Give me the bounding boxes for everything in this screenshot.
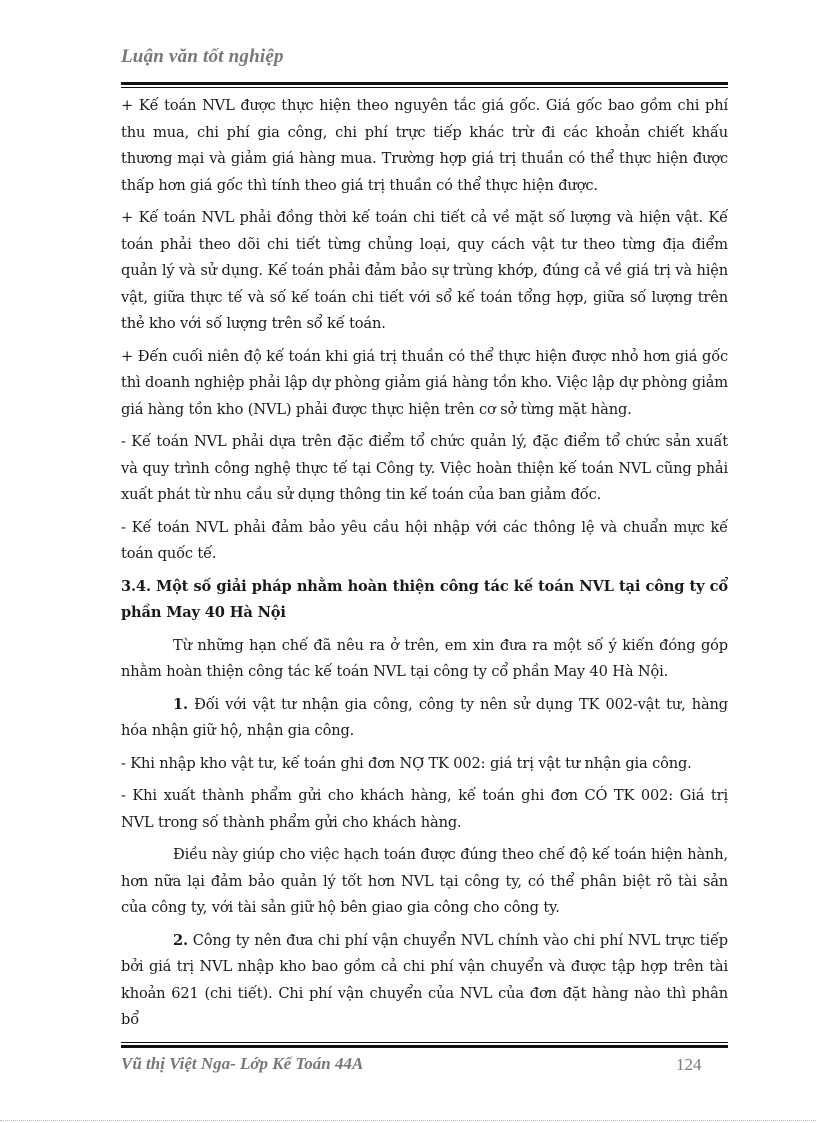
paragraph-international-standards: - Kế toán NVL phải đảm bảo yêu cầu hội nhập với các thông lệ và chuẩn mực kế toán quốc tế. (121, 518, 728, 562)
item-2-number: 2. (173, 931, 188, 949)
header-title: Luận văn tốt nghiệp (121, 46, 284, 67)
footer-rule-thin (121, 1042, 728, 1043)
paragraph-item-1-conclusion: Điều này giúp cho việc hạch toán được đúng theo chế độ kế toán hiện hành, hơn nữa lại đảm bảo quản lý tốt hơn NVL tại công ty, có thể phân biệt rõ tài sản của công ty, với tài sản giữ hộ bên giao gia công cho công ty. (121, 846, 728, 916)
header-rule-thick (121, 82, 728, 85)
paragraph-organization-basis: - Kế toán NVL phải dựa trên đặc điểm tổ chức quản lý, đặc điểm tổ chức sản xuất và quy trình công nghệ thực tế tại Công ty. Việc hoàn thiện kế toán NVL cũng phải xuất phát từ nhu cầu sử dụng thông tin kế toán của ban giảm đốc. (121, 433, 728, 503)
item-1-text: Đối với vật tư nhận gia công, công ty nên sử dụng TK 002-vật tư, hàng hóa nhận giữ hộ, nhận gia công. (121, 695, 728, 739)
page-edge-divider (0, 1120, 816, 1121)
section-heading: 3.4. Một số giải pháp nhằm hoàn thiện công tác kế toán NVL tại công ty cổ phần May 40 Hà Nội (121, 577, 728, 621)
item-2-text: Công ty nên đưa chi phí vận chuyển NVL chính vào chi phí NVL trực tiếp bởi giá trị NVL nhập kho bao gồm cả chi phí vận chuyển và được tập hợp trên tài khoản 621 (chi tiết). Chi phí vận chuyển của NVL của đơn đặt hàng nào thì phân bổ (121, 931, 728, 1028)
paragraph-principle-cost: + Kế toán NVL được thực hiện theo nguyên tắc giá gốc. Giá gốc bao gồm chi phí thu mua, chi phí gia công, chi phí trực tiếp khác trừ đi các khoản chiết khấu thương mại và giảm giá hàng mua. Trường hợp giá trị thuần có thể thực hiện được thấp hơn giá gốc thì tính theo giá trị thuần có thể thực hiện được. (121, 97, 728, 194)
item-1-number: 1. (173, 695, 188, 713)
paragraph-item-2 (121, 928, 728, 1034)
paragraph-inventory-provision: + Đến cuối niên độ kế toán khi giá trị thuần có thể thực hiện được nhỏ hơn giá gốc thì doanh nghiệp phải lập dự phòng giảm giá hàng tồn kho. Việc lập dự phòng giảm giá hàng tồn kho (NVL) phải được thực hiện trên cơ sở từng mặt hàng. (121, 347, 728, 418)
paragraph-detail-accounting: + Kế toán NVL phải đồng thời kế toán chi tiết cả về mặt số lượng và hiện vật. Kế toán phải theo dõi chi tiết từng chủng loại, quy cách vật tư theo từng địa điểm quản lý và sử dụng. Kế toán phải đảm bảo sự trùng khớp, đúng cả về giá trị và hiện vật, giữa thực tế và số kế toán chi tiết với sổ kế toán tổng hợp, giữa số lượng trên thẻ kho với số lượng trên sổ kế toán. (121, 209, 728, 332)
paragraph-item-1 (121, 692, 728, 745)
paragraph-intro: Từ những hạn chế đã nêu ra ở trên, em xin đưa ra một số ý kiến đóng góp nhằm hoàn thiện công tác kế toán NVL tại công ty cổ phần May 40 Hà Nội. (121, 636, 728, 680)
header-rule-thin (121, 87, 728, 88)
footer-rule-thick (121, 1045, 728, 1048)
paragraph-item-1-debit: - Khi nhập kho vật tư, kế toán ghi đơn NỢ TK 002: giá trị vật tư nhận gia công. (121, 754, 692, 772)
paragraph-item-1-credit: - Khi xuất thành phẩm gửi cho khách hàng, kế toán ghi đơn CÓ TK 002: Giá trị NVL trong số thành phẩm gửi cho khách hàng. (121, 787, 728, 831)
footer-author: Vũ thị Việt Nga- Lớp Kế Toán 44A (121, 1054, 364, 1073)
body-content (121, 93, 728, 1040)
page-number: 124 (676, 1055, 702, 1074)
